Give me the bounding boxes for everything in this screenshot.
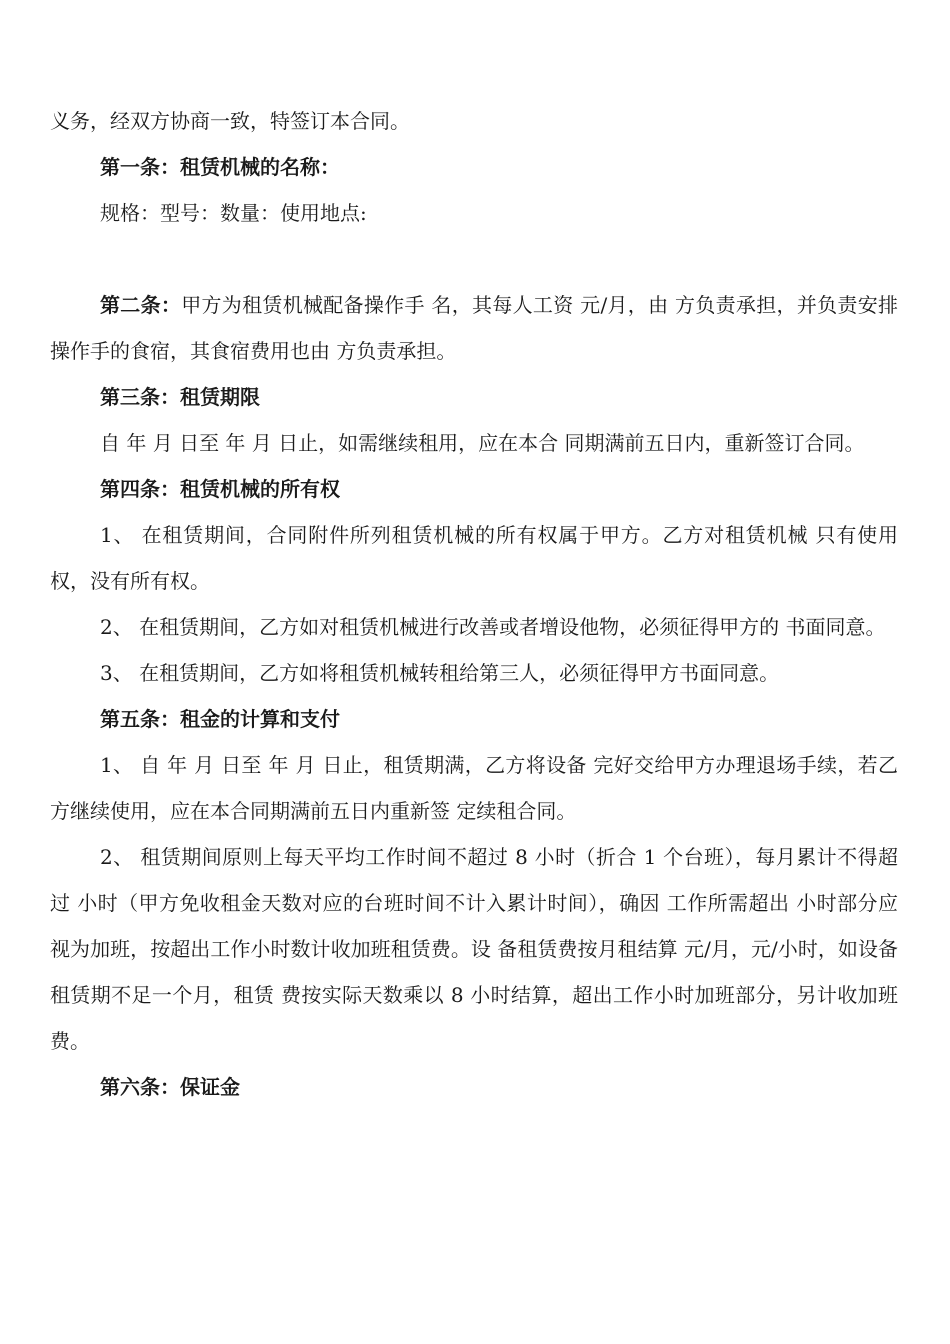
article-3-text: 自 年 月 日至 年 月 日止，如需继续租用，应在本合 同期满前五日内，重新签订合同。 (100, 431, 865, 455)
contract-page (50, 98, 898, 1110)
article-1-title: 第一条：租赁机械的名称： (100, 155, 340, 179)
article-5-item-2: 2、 租赁期间原则上每天平均工作时间不超过 8 小时（折合 1 个台班），每月累计不得超过 小时（甲方免收租金天数对应的台班时间不计入累计时间），确因 工作所需超出 小时部分应视为加班，按超出工作小时数计收加班租赁费。设 备租赁费按月租结算 元/月，元/小时，如设备租赁期不足一个月，租赁 费按实际天数乘以 8 小时结算，超出工作小时加班部分，另计收加班费。 (50, 845, 898, 1053)
article-6-title: 第六条：保证金 (100, 1075, 240, 1099)
article-1-spec: 规格：型号：数量：使用地点: (100, 201, 367, 225)
article-5-item-1: 1、 自 年 月 日至 年 月 日止，租赁期满，乙方将设备 完好交给甲方办理退场手续，若乙方继续使用，应在本合同期满前五日内重新签 定续租合同。 (50, 753, 898, 823)
intro-line: 义务，经双方协商一致，特签订本合同。 (50, 109, 410, 133)
article-4-item-2: 2、 在租赁期间，乙方如对租赁机械进行改善或者增设他物，必须征得甲方的 书面同意。 (100, 615, 886, 639)
article-4-item-3: 3、 在租赁期间，乙方如将租赁机械转租给第三人，必须征得甲方书面同意。 (100, 661, 780, 685)
article-3-title: 第三条：租赁期限 (100, 385, 260, 409)
article-5-title: 第五条：租金的计算和支付 (100, 707, 340, 731)
article-4-title: 第四条：租赁机械的所有权 (100, 477, 340, 501)
article-2-text: 甲方为租赁机械配备操作手 名，其每人工资 元/月，由 方负责承担，并负责安排操作手的食宿，其食宿费用也由 方负责承担。 (50, 293, 899, 363)
article-2-label: 第二条： (100, 293, 182, 317)
article-2-paragraph (50, 282, 898, 374)
blank-line (50, 236, 898, 282)
article-4-item-1: 1、 在租赁期间，合同附件所列租赁机械的所有权属于甲方。乙方对租赁机械 只有使用权，没有所有权。 (50, 523, 898, 593)
